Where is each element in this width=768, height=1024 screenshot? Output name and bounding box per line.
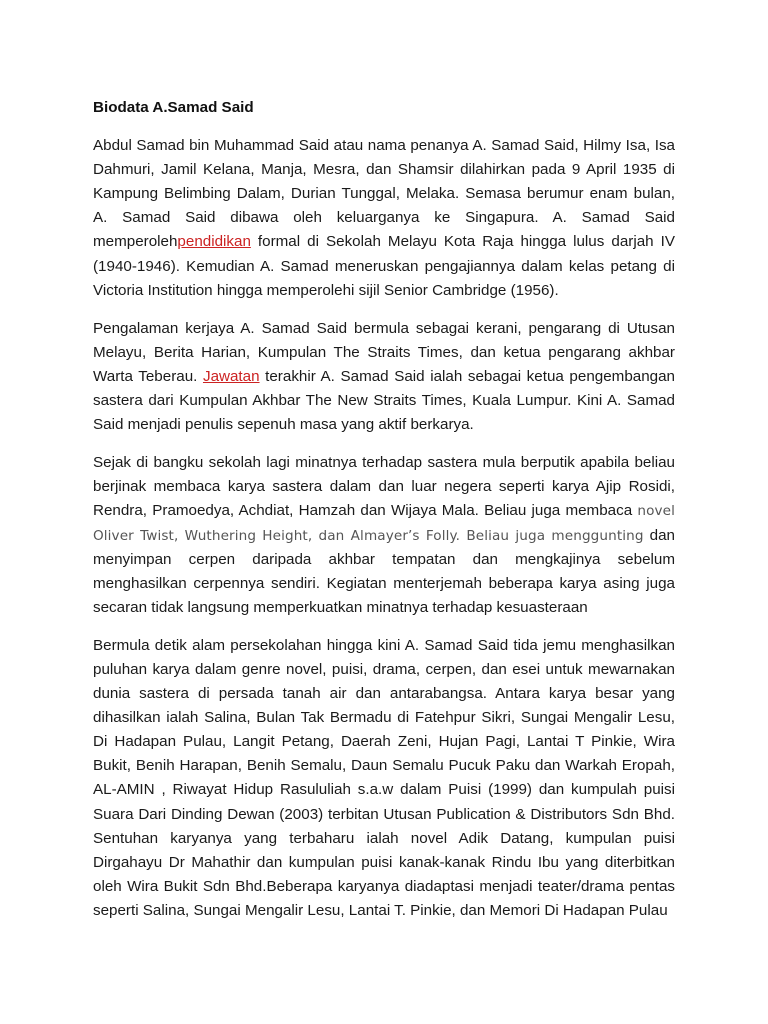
paragraph-text: formal di Sekolah Melayu Kota Raja hingga lulus darjah IV (1940-1946). Kemudian A. Samad meneruskan pengajiannya dalam kelas petang di Victoria Institution hingga memperolehi sijil Senior Cambridge (1956). <box>93 233 675 299</box>
paragraph-career <box>93 317 675 437</box>
paragraph-text: Sejak di bangku sekolah lagi minatnya terhadap sastera mula berputik apabila beliau berjinak membaca karya sastera dalam dan luar negera seperti karya Ajip Rosidi, Rendra, Pramoedya, Achdiat, Hamzah dan Wijaya Mala. Beliau juga membaca <box>93 454 675 520</box>
paragraph-interest <box>93 451 675 620</box>
paragraph-text: dan menyimpan cerpen daripada akhbar tempatan dan mengkajinya sebelum menghasilkan cerpennya sendiri. Kegiatan menterjemah beberapa karya asing juga secaran tidak langsung memperkuatkan minatnya terhadap kesuasteraan <box>93 526 675 616</box>
pendidikan-link[interactable]: pendidikan <box>177 233 251 251</box>
paragraph-text: Abdul Samad bin Muhammad Said atau nama penanya A. Samad Said, Hilmy Isa, Isa Dahmuri, Jamil Kelana, Manja, Mesra, dan Shamsir dilahirkan pada 9 April 1935 di Kampung Belimbing Dalam, Durian Tunggal, Melaka. Semasa berumur enam bulan, A. Samad Said dibawa oleh keluarganya ke Singapura. A. Samad Said memperoleh <box>93 137 675 251</box>
document-page <box>93 96 675 937</box>
paragraph-text-alt-font: novel Oliver Twist, Wuthering Height, dan Almayer’s Folly. Beliau juga menggunting <box>93 503 675 544</box>
paragraph-biography <box>93 134 675 303</box>
paragraph-works: Bermula detik alam persekolahan hingga kini A. Samad Said tida jemu menghasilkan puluhan karya dalam genre novel, puisi, drama, cerpen, dan esei untuk mewarnakan dunia sastera di persada tanah air dan antarabangsa. Antara karya besar yang dihasilkan ialah Salina, Bulan Tak Bermadu di Fatehpur Sikri, Sungai Mengalir Lesu, Di Hadapan Pulau, Langit Petang, Daerah Zeni, Hujan Pagi, Lantai T Pinkie, Wira Bukit, Benih Harapan, Benih Semalu, Daun Semalu Pucuk Paku dan Warkah Eropah, AL-AMIN , Riwayat Hidup Rasululiah s.a.w dalam Puisi (1999) dan kumpulah puisi Suara Dari Dinding Dewan (2003) terbitan Utusan Publication & Distributors Sdn Bhd. Sentuhan karyanya yang terbaharu ialah novel Adik Datang, kumpulan puisi Dirgahayu Dr Mahathir dan kumpulan puisi kanak-kanak Rindu Ibu yang diterbitkan oleh Wira Bukit Sdn Bhd.Beberapa karyanya diadaptasi menjadi teater/drama pentas seperti Salina, Sungai Mengalir Lesu, Lantai T. Pinkie, dan Memori Di Hadapan Pulau <box>93 636 675 919</box>
document-title: Biodata A.Samad Said <box>93 99 254 116</box>
paragraph-text: terakhir A. Samad Said ialah sebagai ketua pengembangan sastera dari Kumpulan Akhbar The New Straits Times, Kuala Lumpur. Kini A. Samad Said menjadi penulis sepenuh masa yang aktif berkarya. <box>93 367 675 434</box>
paragraph-text: Pengalaman kerjaya A. Samad Said bermula sebagai kerani, pengarang di Utusan Melayu, Berita Harian, Kumpulan The Straits Times, dan ketua pengarang akhbar Warta Teberau. <box>93 319 675 385</box>
jawatan-link[interactable]: Jawatan <box>202 367 260 385</box>
